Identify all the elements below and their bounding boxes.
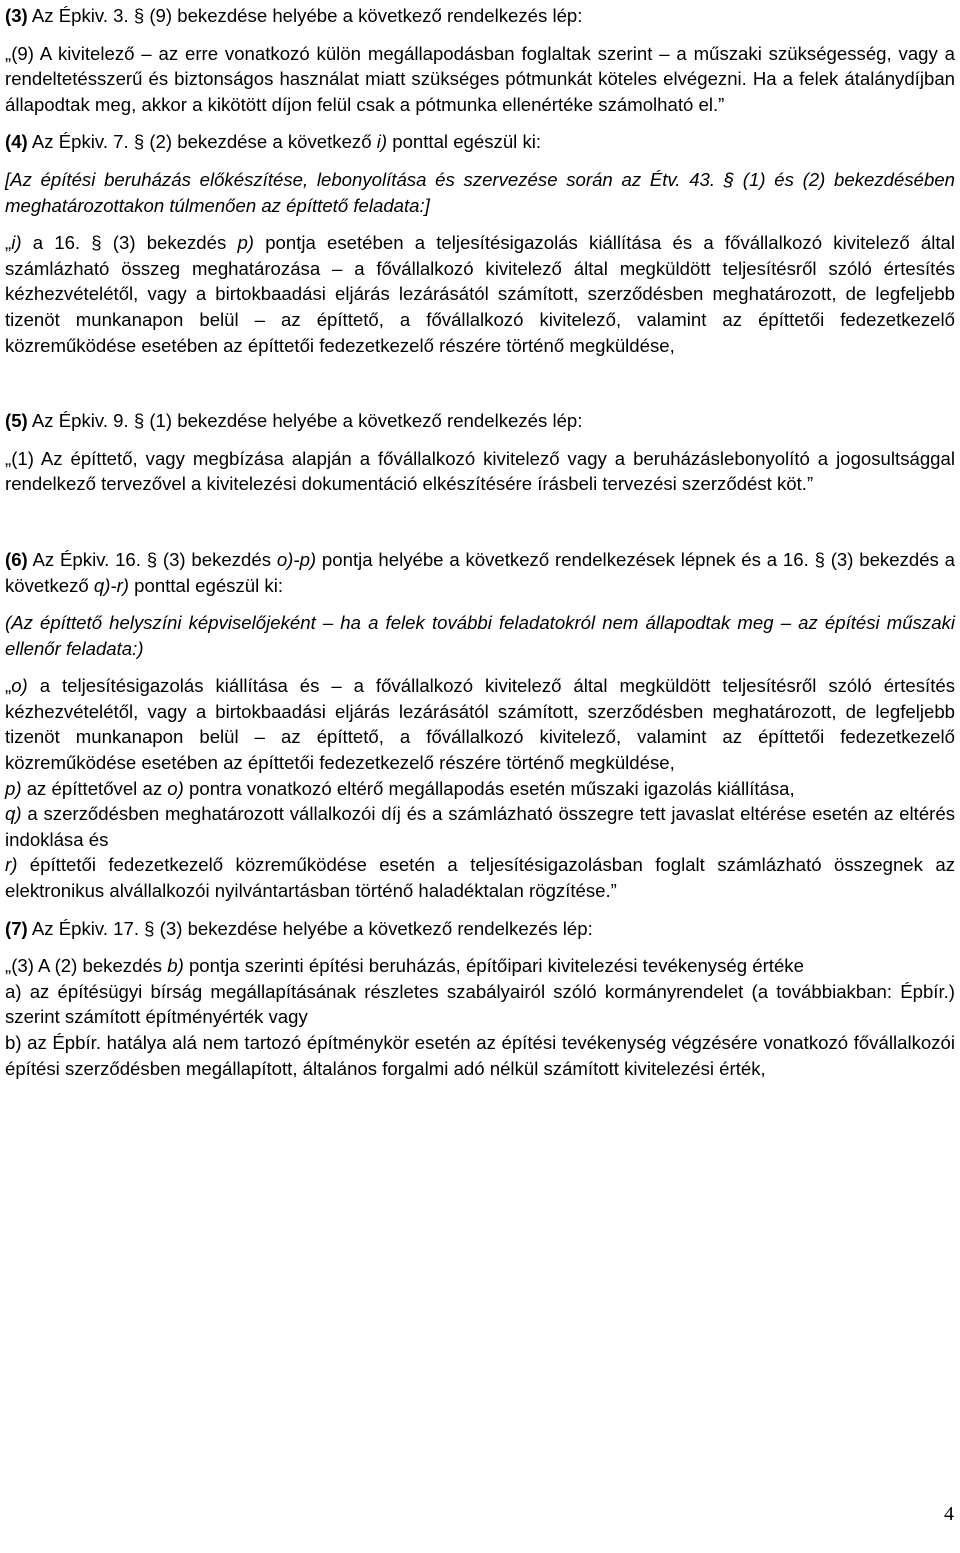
section-7-heading: (7) Az Épkiv. 17. § (3) bekezdése helyébe a következő rendelkezés lép:	[5, 917, 593, 939]
point-r: r) építtetői fedezetkezelő közreműködése esetén a teljesítésigazolásban foglalt számlázható összegnek az elektronikus alvállalkozói nyilvántartásban történő haladéktalan rögzítése.”	[5, 854, 955, 902]
section-number: (3)	[5, 5, 28, 26]
section-4-heading: (4) Az Épkiv. 7. § (2) bekezdése a következő i) ponttal egészül ki:	[5, 131, 542, 153]
section-reference: Az Épkiv. 3. § (9) bekezdése helyébe a következő rendelkezés lép:	[27, 5, 583, 26]
section-5-heading: (5) Az Épkiv. 9. § (1) bekezdése helyébe a következő rendelkezés lép:	[5, 410, 583, 432]
section-number: (4)	[5, 131, 28, 153]
section-number: (6)	[5, 548, 28, 570]
section-4-intro: [Az építési beruházás előkészítése, lebonyolítása és szervezése során az Étv. 43. § (1) és (2) bekezdésében meghatározottakon túlmenően az építtető feladata:]	[5, 168, 955, 216]
section-7-line-a: a) az építésügyi bírság megállapításának részletes szabályairól szóló kormányrendelet (a továbbiakban: Épbír.) szerint számított építményérték vagy	[5, 980, 955, 1028]
section-number: (7)	[5, 917, 28, 939]
point-q: q) a szerződésben meghatározott vállalkozói díj és a számlázható összegre tett javaslat eltérése esetén az eltérés indoklása és	[5, 803, 955, 850]
point-o: „o) a teljesítésigazolás kiállítása és – a fővállalkozó kivitelező által megküldött teljesítésről szóló értesítés kézhezvételétől, vagy a birtokbaadási eljárás lezárásától számított, szerződésben meghatározott, de legfeljebb tizenöt munkanapon belül – az építtető, a fővállalkozó kivitelező, valamint az építtetői fedezetkezelő közreműködése esetében az építtetői fedezetkezelő részére történő megküldése,	[5, 675, 955, 774]
section-3-body: „(9) A kivitelező – az erre vonatkozó külön megállapodásban foglaltak szerint – a műszaki szükségesség, vagy a rendeltetésszerű és biztonságos használat miatt szükséges pótmunkát köteles elvégezni. Ha a felek átalánydíjban állapodtak meg, akkor a kikötött díjon felül csak a pótmunka ellenértéke számolható el.”	[5, 42, 955, 115]
section-7-line-b: b) az Épbír. hatálya alá nem tartozó építménykör esetén az építési tevékenység végzésére vonatkozó fővállalkozói építési szerződésben megállapított, általános forgalmi adó nélkül számított kivitelezési érték,	[5, 1032, 955, 1079]
point-p: p) az építtetővel az o) pontra vonatkozó eltérő megállapodás esetén műszaki igazolás kiállítása,	[5, 777, 795, 799]
section-6-intro: (Az építtető helyszíni képviselőjeként – ha a felek további feladatokról nem állapodtak meg – az építési műszaki ellenőr feladata:)	[5, 612, 955, 659]
section-6-heading: (6) Az Épkiv. 16. § (3) bekezdés o)-p) pontja helyébe a következő rendelkezések lépnek és a 16. § (3) bekezdés a következő q)-r) ponttal egészül ki:	[5, 548, 955, 596]
section-4-body: „i) a 16. § (3) bekezdés p) pontja esetében a teljesítésigazolás kiállítása és a fővállalkozó kivitelező által számlázható összeg meghatározása – a fővállalkozó kivitelező által megküldött teljesítésről szóló értesítés kézhezvételétől, vagy a birtokbaadási eljárás lezárásától számított, szerződésben meghatározott, de legfeljebb tizenöt munkanapon belül – az építtető, a fővállalkozó kivitelező, valamint az építtetői fedezetkezelő közreműködése esetében az építtetői fedezetkezelő részére történő megküldése,	[5, 232, 955, 356]
document-page	[5, 3, 955, 1081]
page-number: 4	[944, 1503, 954, 1525]
section-5-body: „(1) Az építtető, vagy megbízása alapján a fővállalkozó kivitelező vagy a beruházáslebonyolító a jogosultsággal rendelkező tervezővel a kivitelezési dokumentáció elkészítésére írásbeli tervezési szerződést köt.”	[5, 447, 955, 495]
section-3-heading	[5, 3, 955, 29]
section-7-line-1: „(3) A (2) bekezdés b) pontja szerinti építési beruházás, építőipari kivitelezési tevékenység értéke	[5, 955, 804, 977]
section-number: (5)	[5, 410, 28, 432]
